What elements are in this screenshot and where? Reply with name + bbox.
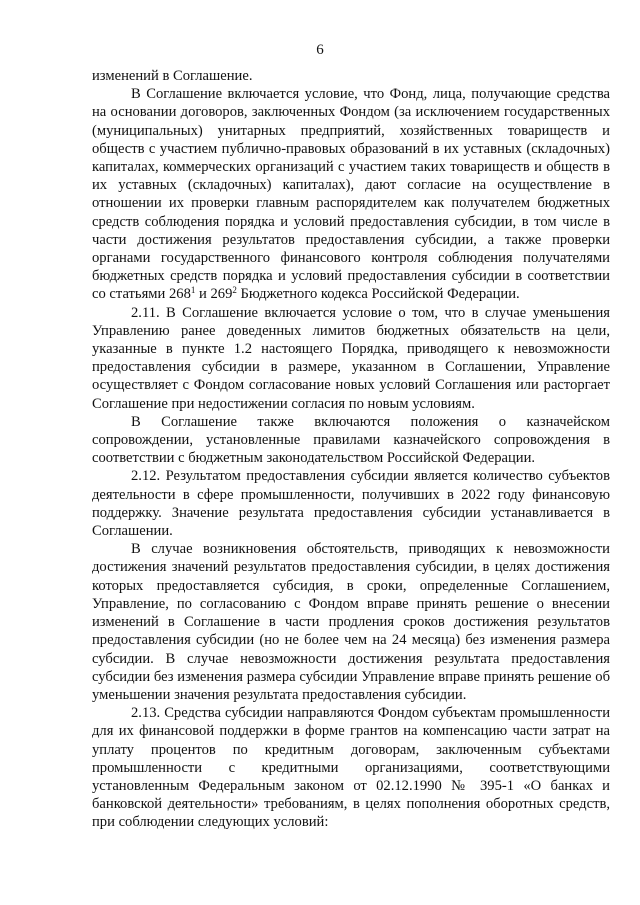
superscript-2: 2 xyxy=(232,285,237,296)
superscript-1: 1 xyxy=(190,285,196,296)
document-body xyxy=(92,67,610,832)
page-number: 6 xyxy=(316,42,324,58)
paragraph-agreement-consent: В Соглашение включается условие, что Фонд, лица, получающие средства на основании договоров, заключенных Фондом (за исключением государственных (муниципальных) унитарных предприятий, хозяйственных товариществ и обществ с участием публично-правовых образований в их уставных (складочных) капиталах, коммерческих организаций с участием таких товариществ и обществ в их уставных (складочных) капиталах), дают согласие на осуществление в отношении их проверки главным распорядителем как получателем бюджетных средств соблюдения порядка и условий предоставления субсидии, в том числе в части достижения результатов предоставления субсидии, а также проверки органами государственного финансового контроля соблюдения получателями бюджетных средств порядка и условий предоставления субсидии в соответствии со статьями $268^1$ и $269^2$ Бюджетного кодекса Российской Федерации. xyxy=(92,86,610,303)
paragraph-treasury-support: В Соглашение также включаются положения о казначейском сопровождении, установленные правилами казначейского сопровождения в соответствии с бюджетным законодательством Российской Федерации. xyxy=(92,413,610,467)
paragraph-continuation: изменений в Соглашение. xyxy=(92,68,253,84)
paragraph-circumstances: В случае возникновения обстоятельств, приводящих к невозможности достижения значений результатов предоставления субсидии, в целях достижения которых предоставляется субсидия, в сроки, определенные Соглашением, Управление, по согласованию с Фондом вправе принять решение о внесении изменений в Соглашение в части продления сроков достижения результатов предоставления субсидии (но не более чем на 24 месяца) без изменения размера субсидии. В случае невозможности достижения результата предоставления субсидии без изменения размера субсидии Управление вправе принять решение об уменьшении значения результата предоставления субсидии. xyxy=(92,541,610,703)
paragraph-2-12: 2.12. Результатом предоставления субсидии является количество субъектов деятельности в сфере промышленности, получивших в 2022 году финансовую поддержку. Значение результата предоставления субсидии устанавливается в Соглашении. xyxy=(92,468,610,540)
paragraph-2-11: 2.11. В Соглашение включается условие о том, что в случае уменьшения Управлению ранее доведенных лимитов бюджетных обязательств на цели, указанные в пункте 1.2 настоящего Порядка, приводящего к невозможности предоставления субсидии в размере, указанном в Соглашении, Управление осуществляет с Фондом согласование новых условий Соглашения или расторгает Соглашение при недостижении согласия по новым условиям. xyxy=(92,304,610,412)
paragraph-2-13: 2.13. Средства субсидии направляются Фондом субъектам промышленности для их финансовой поддержки в форме грантов на компенсацию части затрат на уплату процентов по кредитным договорам, заключенным субъектами промышленности с кредитными организациями, соответствующими установленным Федеральным законом от 02.12.1990 № 395-1 «О банках и банковской деятельности» требованиям, в целях пополнения оборотных средств, при соблюдении следующих условий: xyxy=(92,705,610,831)
